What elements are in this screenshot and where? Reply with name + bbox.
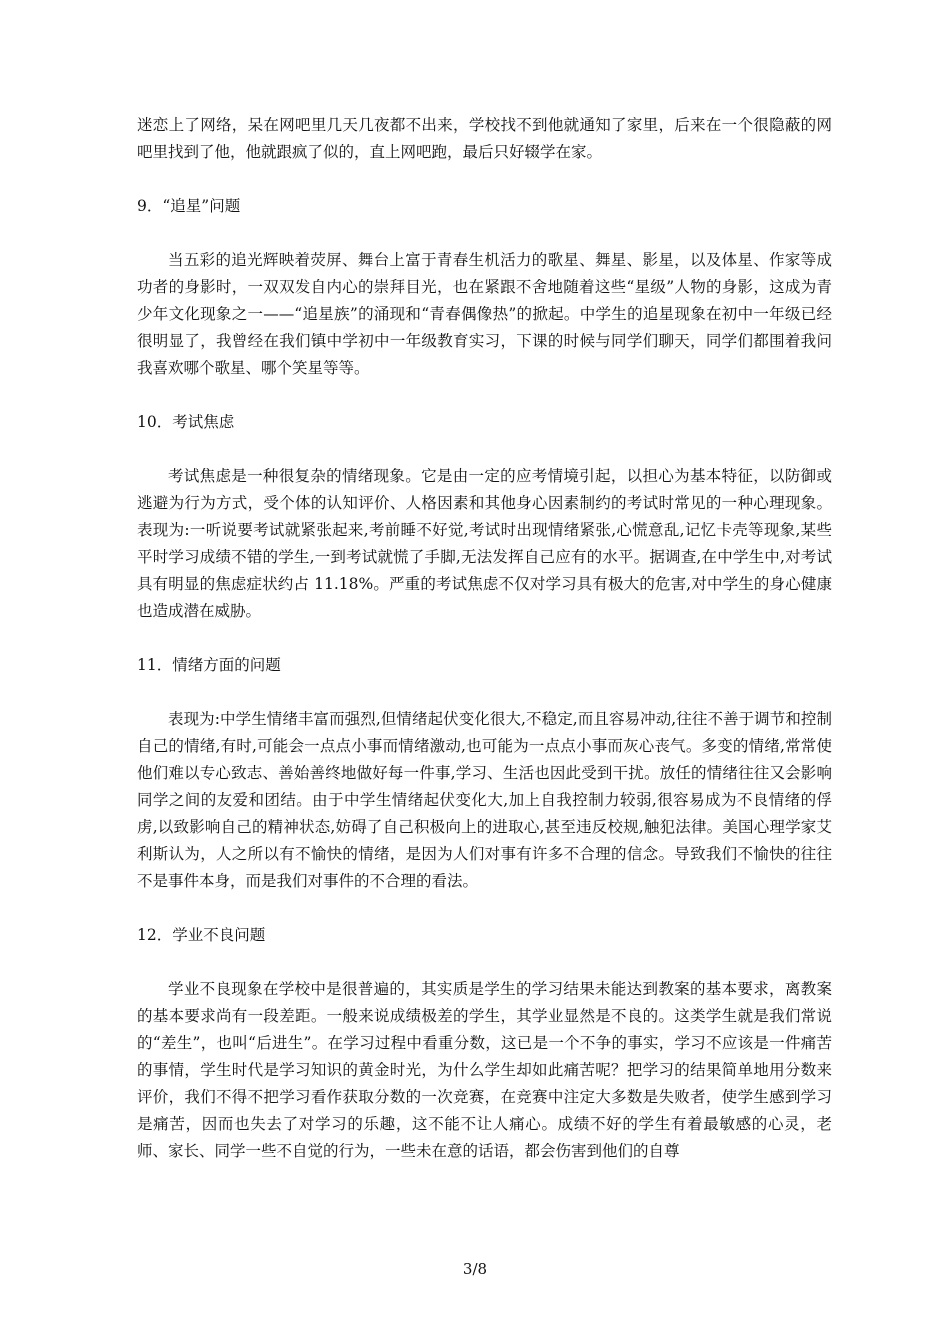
section-heading-emotions: 11．情绪方面的问题: [137, 656, 281, 674]
section-heading-exam-anxiety: 10．考试焦虑: [137, 413, 235, 431]
page-number: 3/8: [462, 1260, 488, 1278]
section-heading-star-chasing: 9．“追星”问题: [137, 197, 241, 215]
section-body-emotions: 表现为:中学生情绪丰富而强烈,但情绪起伏变化很大,不稳定,而且容易冲动,往往不善于调节和控制自己的情绪,有时,可能会一点点小事而情绪激动,也可能为一点点小事而灰心丧气。多变的情绪,常常使他们难以专心致志、善始善终地做好每一件事,学习、生活也因此受到干扰。放任的情绪往往又会影响同学之间的友爱和团结。由于中学生情绪起伏变化大,加上自我控制力较弱,很容易成为不良情绪的俘虏,以致影响自己的精神状态,妨碍了自己积极向上的进取心,甚至违反校规,触犯法律。美国心理学家艾利斯认为，人之所以有不愉快的情绪，是因为人们对事有许多不合理的信念。导致我们不愉快的往往不是事件本身，而是我们对事件的不合理的看法。: [137, 710, 832, 890]
section-heading-poor-academics: 12．学业不良问题: [137, 926, 266, 944]
section-body-star-chasing: 当五彩的追光辉映着荧屏、舞台上富于青春生机活力的歌星、舞星、影星，以及体星、作家等成功者的身影时，一双双发自内心的崇拜目光，也在紧跟不舍地随着这些“星级”人物的身影，这成为青少年文化现象之一——“追星族”的涌现和“青春偶像热”的掀起。中学生的追星现象在初中一年级已经很明显了，我曾经在我们镇中学初中一年级教育实习，下课的时候与同学们聊天，同学们都围着我问我喜欢哪个歌星、哪个笑星等等。: [137, 251, 832, 377]
section-body-poor-academics: 学业不良现象在学校中是很普遍的，其实质是学生的学习结果未能达到教案的基本要求，离教案的基本要求尚有一段差距。一般来说成绩极差的学生，其学业显然是不良的。这类学生就是我们常说的“差生”，也叫“后进生”。在学习过程中看重分数，这已是一个不争的事实，学习不应该是一件痛苦的事情，学生时代是学习知识的黄金时光，为什么学生却如此痛苦呢？把学习的结果简单地用分数来评价，我们不得不把学习看作获取分数的一次竞赛，在竞赛中注定大多数是失败者，使学生感到学习是痛苦，因而也失去了对学习的乐趣，这不能不让人痛心。成绩不好的学生有着最敏感的心灵，老师、家长、同学一些不自觉的行为，一些未在意的话语，都会伤害到他们的自尊: [137, 980, 832, 1160]
section-body-exam-anxiety: 考试焦虑是一种很复杂的情绪现象。它是由一定的应考情境引起，以担心为基本特征，以防御或逃避为行为方式，受个体的认知评价、人格因素和其他身心因素制约的考试时常见的一种心理现象。表现为:一听说要考试就紧张起来,考前睡不好觉,考试时出现情绪紧张,心慌意乱,记忆卡壳等现象,某些平时学习成绩不错的学生,一到考试就慌了手脚,无法发挥自己应有的水平。据调查,在中学生中,对考试具有明显的焦虑症状约占 11.18%。严重的考试焦虑不仅对学习具有极大的危害,对中学生的身心健康也造成潜在威胁。: [137, 467, 832, 620]
document-page: [137, 112, 832, 1165]
intro-paragraph: 迷恋上了网络，呆在网吧里几天几夜都不出来，学校找不到他就通知了家里，后来在一个很隐蔽的网吧里找到了他，他就跟疯了似的，直上网吧跑，最后只好辍学在家。: [137, 116, 832, 161]
